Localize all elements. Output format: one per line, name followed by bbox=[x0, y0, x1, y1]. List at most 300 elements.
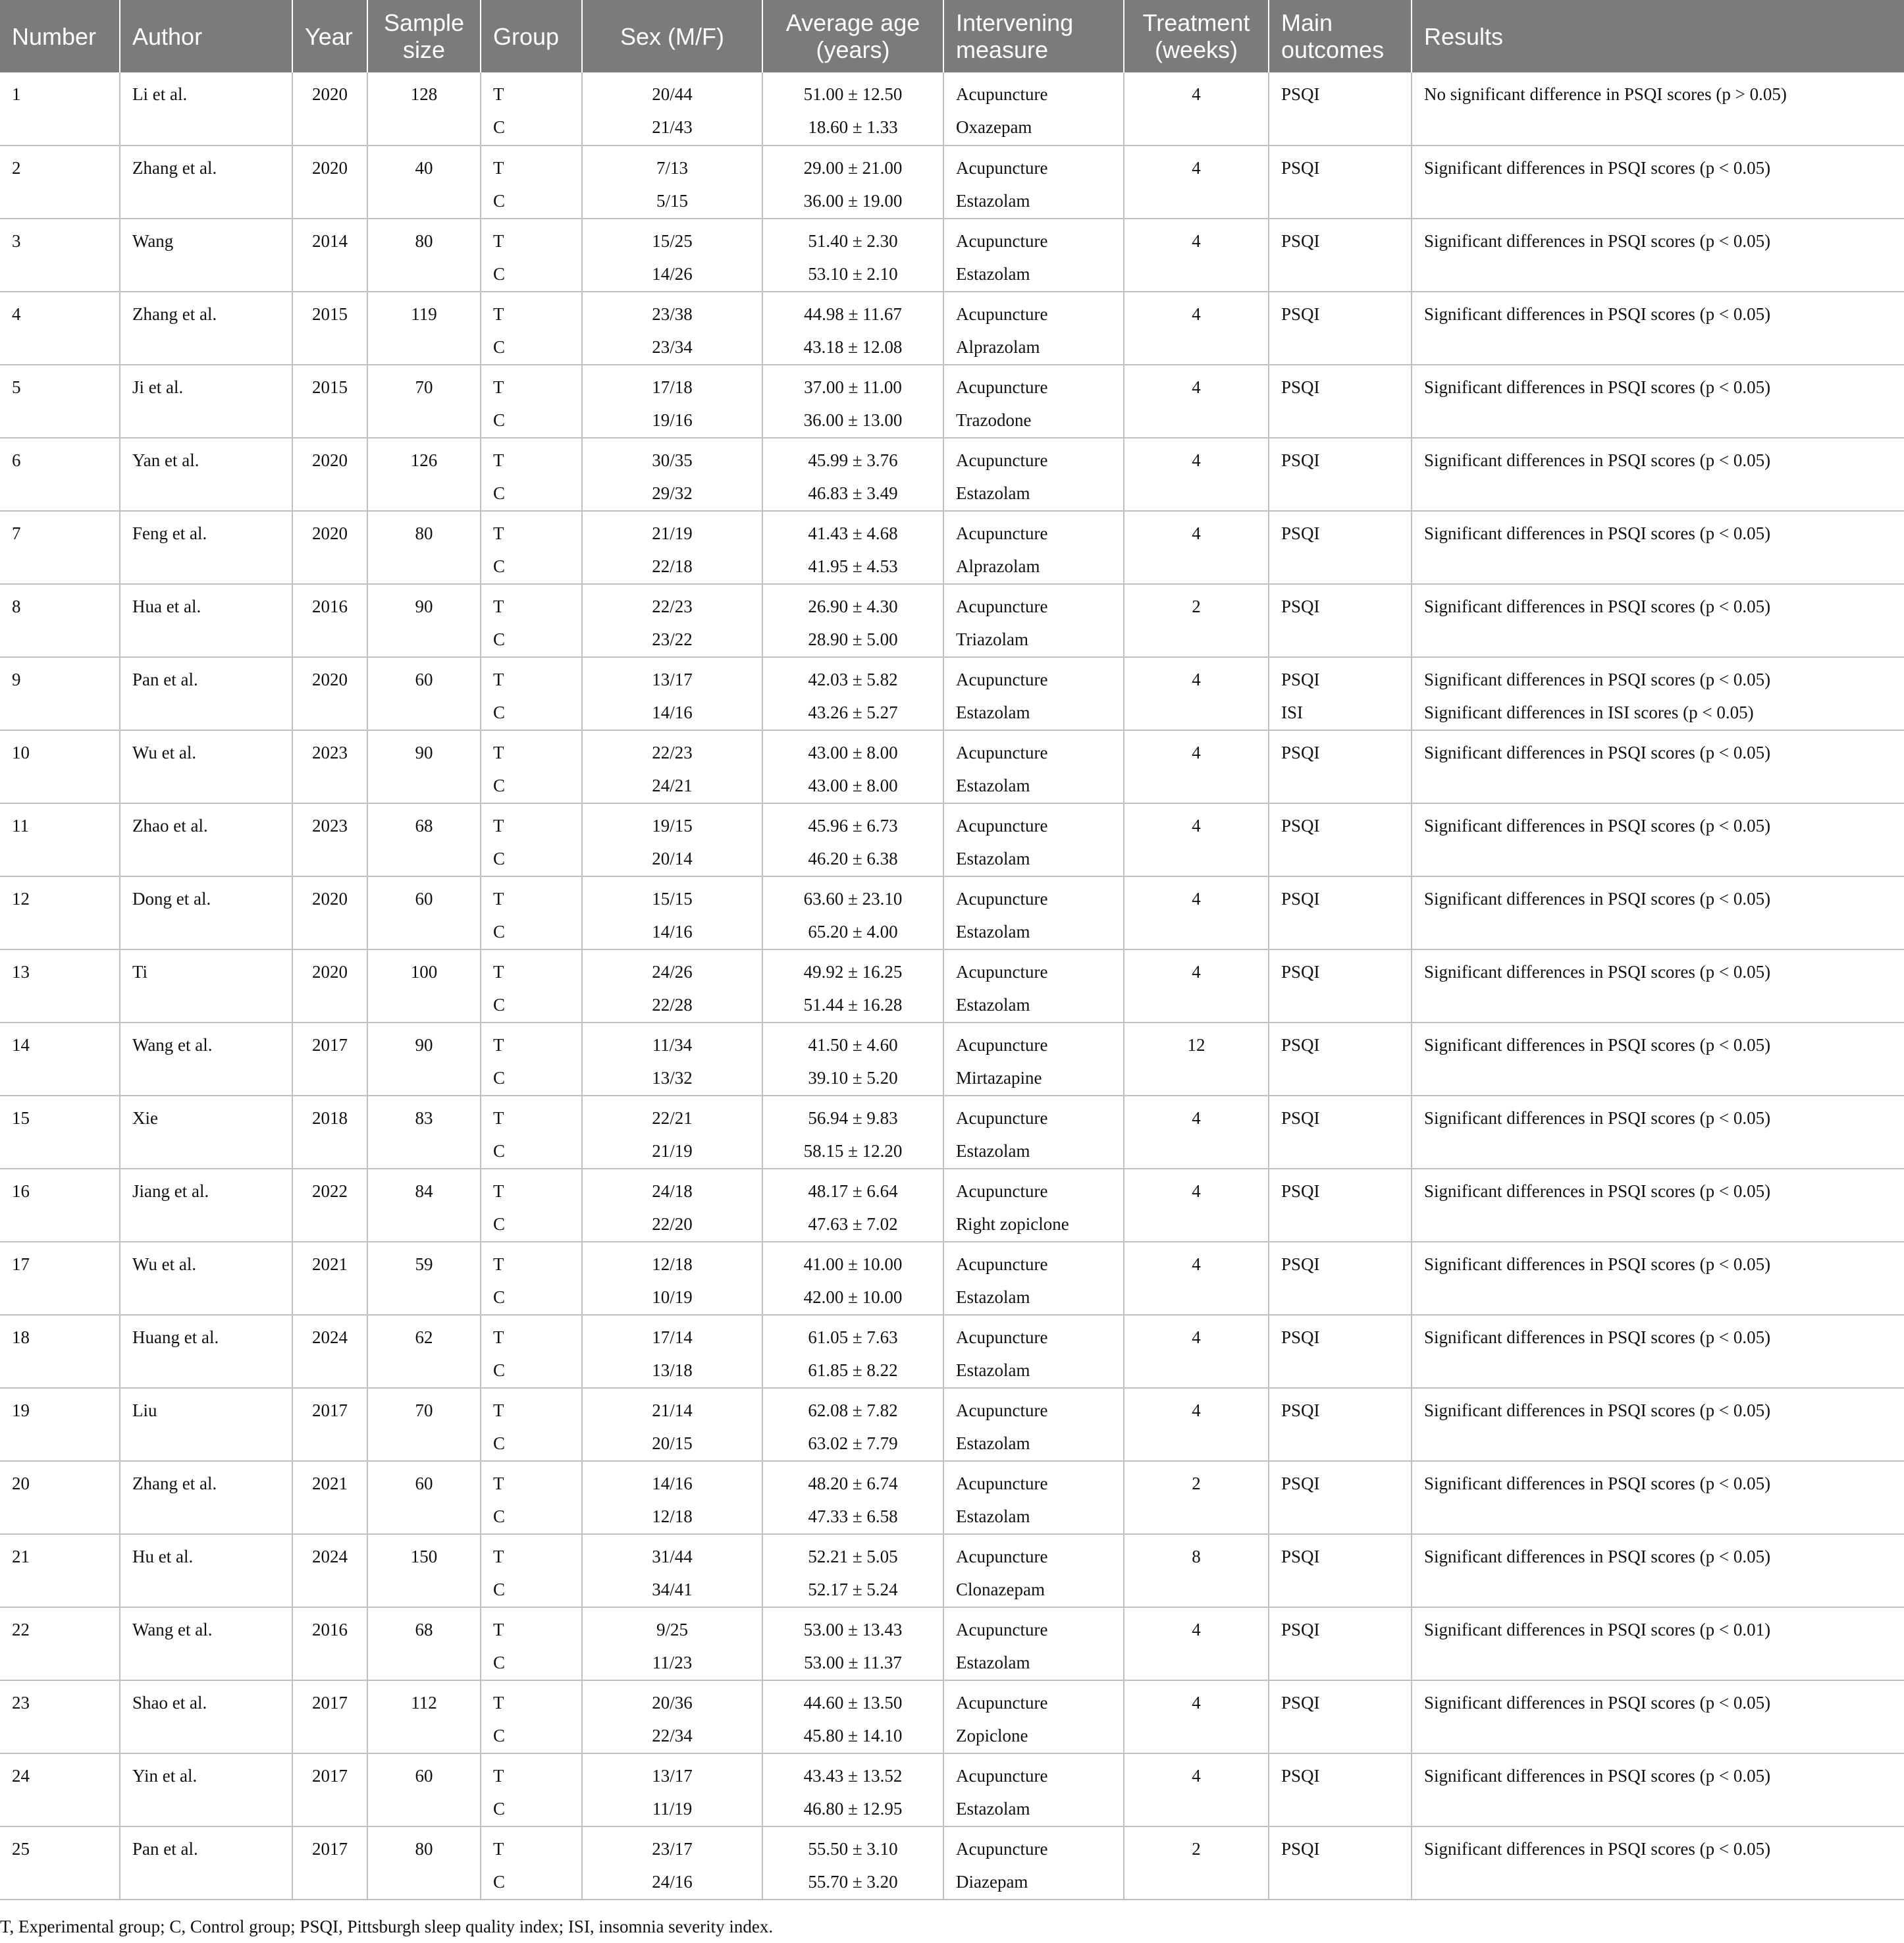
cell-sex bbox=[582, 219, 762, 292]
group-label: T bbox=[493, 962, 504, 982]
cell-treatment-weeks: 4 bbox=[1124, 1096, 1269, 1169]
cell-number: 2 bbox=[0, 146, 120, 219]
sex-ratio: 22/18 bbox=[652, 556, 693, 576]
cell-average-age bbox=[762, 1826, 943, 1900]
cell-main-outcomes bbox=[1269, 1096, 1412, 1169]
group-label: C bbox=[493, 191, 506, 211]
group-label: T bbox=[493, 816, 504, 836]
measure-label: Acupuncture bbox=[956, 1766, 1048, 1786]
cell-year: 2020 bbox=[292, 876, 367, 949]
group-label: T bbox=[493, 523, 504, 543]
measure-label: Estazolam bbox=[956, 703, 1030, 722]
sex-ratio: 19/15 bbox=[652, 816, 693, 836]
cell-author: Wang bbox=[120, 219, 292, 292]
outcome-label: PSQI bbox=[1281, 1327, 1320, 1347]
sex-ratio: 14/16 bbox=[652, 1474, 693, 1493]
cell-treatment-weeks: 4 bbox=[1124, 1680, 1269, 1753]
table-row bbox=[0, 219, 1904, 292]
cell-group bbox=[481, 1753, 582, 1826]
sex-ratio: 23/38 bbox=[652, 304, 693, 324]
cell-number: 11 bbox=[0, 803, 120, 876]
measure-label: Acupuncture bbox=[956, 84, 1048, 104]
cell-author: Yan et al. bbox=[120, 438, 292, 511]
cell-sample-size: 62 bbox=[367, 1315, 481, 1388]
cell-author: Feng et al. bbox=[120, 511, 292, 584]
cell-results bbox=[1412, 730, 1904, 803]
sex-ratio: 13/17 bbox=[652, 670, 693, 689]
measure-label: Acupuncture bbox=[956, 1108, 1048, 1128]
outcome-label: PSQI bbox=[1281, 84, 1320, 104]
cell-number: 17 bbox=[0, 1242, 120, 1315]
cell-sex bbox=[582, 584, 762, 657]
cell-group bbox=[481, 1534, 582, 1607]
age-value: 28.90 ± 5.00 bbox=[808, 629, 898, 649]
cell-average-age bbox=[762, 1315, 943, 1388]
cell-average-age bbox=[762, 365, 943, 438]
cell-year: 2020 bbox=[292, 438, 367, 511]
measure-label: Acupuncture bbox=[956, 962, 1048, 982]
cell-group bbox=[481, 876, 582, 949]
group-label: T bbox=[493, 1547, 504, 1566]
sex-ratio: 11/34 bbox=[652, 1035, 693, 1055]
cell-sample-size: 112 bbox=[367, 1680, 481, 1753]
cell-sample-size: 100 bbox=[367, 949, 481, 1023]
result-text: Significant differences in PSQI scores (p < 0.05) bbox=[1424, 1181, 1771, 1201]
age-value: 18.60 ± 1.33 bbox=[808, 117, 898, 137]
cell-group bbox=[481, 1096, 582, 1169]
cell-treatment-weeks: 4 bbox=[1124, 1315, 1269, 1388]
cell-average-age bbox=[762, 292, 943, 365]
cell-group bbox=[481, 584, 582, 657]
cell-year: 2023 bbox=[292, 803, 367, 876]
cell-results bbox=[1412, 1826, 1904, 1900]
header-sex: Sex (M/F) bbox=[582, 0, 762, 72]
sex-ratio: 21/19 bbox=[652, 523, 693, 543]
cell-sample-size: 60 bbox=[367, 1461, 481, 1534]
measure-label: Estazolam bbox=[956, 849, 1030, 868]
group-label: C bbox=[493, 776, 506, 795]
sex-ratio: 22/28 bbox=[652, 995, 693, 1015]
sex-ratio: 29/32 bbox=[652, 483, 693, 503]
cell-main-outcomes bbox=[1269, 803, 1412, 876]
group-label: C bbox=[493, 1580, 506, 1599]
cell-intervening-measure bbox=[943, 511, 1124, 584]
cell-intervening-measure bbox=[943, 657, 1124, 730]
cell-results bbox=[1412, 1388, 1904, 1461]
cell-main-outcomes bbox=[1269, 949, 1412, 1023]
outcome-label: PSQI bbox=[1281, 670, 1320, 689]
age-value: 47.33 ± 6.58 bbox=[808, 1506, 898, 1526]
group-label: C bbox=[493, 1726, 506, 1745]
cell-results bbox=[1412, 1534, 1904, 1607]
cell-sample-size: 68 bbox=[367, 1607, 481, 1680]
cell-results bbox=[1412, 1315, 1904, 1388]
group-label: T bbox=[493, 1108, 504, 1128]
table-row bbox=[0, 511, 1904, 584]
cell-main-outcomes bbox=[1269, 657, 1412, 730]
cell-main-outcomes bbox=[1269, 511, 1412, 584]
sex-ratio: 7/13 bbox=[656, 158, 688, 178]
sex-ratio: 34/41 bbox=[652, 1580, 693, 1599]
cell-average-age bbox=[762, 1169, 943, 1242]
sex-ratio: 15/25 bbox=[652, 231, 693, 251]
result-text: Significant differences in PSQI scores (p < 0.05) bbox=[1424, 962, 1771, 982]
cell-average-age bbox=[762, 803, 943, 876]
cell-treatment-weeks: 4 bbox=[1124, 1753, 1269, 1826]
group-label: T bbox=[493, 304, 504, 324]
cell-intervening-measure bbox=[943, 292, 1124, 365]
cell-author: Zhang et al. bbox=[120, 146, 292, 219]
cell-average-age bbox=[762, 949, 943, 1023]
measure-label: Acupuncture bbox=[956, 304, 1048, 324]
measure-label: Estazolam bbox=[956, 922, 1030, 942]
outcome-label: PSQI bbox=[1281, 304, 1320, 324]
cell-number: 13 bbox=[0, 949, 120, 1023]
table-body bbox=[0, 72, 1904, 1900]
outcome-label: PSQI bbox=[1281, 1035, 1320, 1055]
cell-intervening-measure bbox=[943, 1826, 1124, 1900]
cell-sex bbox=[582, 365, 762, 438]
cell-group bbox=[481, 365, 582, 438]
group-label: C bbox=[493, 1214, 506, 1234]
cell-sample-size: 80 bbox=[367, 1826, 481, 1900]
group-label: C bbox=[493, 337, 506, 357]
header-sample-size: Sample size bbox=[367, 0, 481, 72]
cell-year: 2024 bbox=[292, 1534, 367, 1607]
cell-average-age bbox=[762, 511, 943, 584]
cell-main-outcomes bbox=[1269, 1607, 1412, 1680]
result-text: Significant differences in PSQI scores (p < 0.05) bbox=[1424, 1766, 1771, 1786]
age-value: 63.60 ± 23.10 bbox=[803, 889, 903, 909]
cell-group bbox=[481, 1315, 582, 1388]
cell-main-outcomes bbox=[1269, 1753, 1412, 1826]
cell-author: Wang et al. bbox=[120, 1607, 292, 1680]
cell-author: Zhao et al. bbox=[120, 803, 292, 876]
cell-number: 1 bbox=[0, 72, 120, 146]
result-text: Significant differences in PSQI scores (p < 0.05) bbox=[1424, 1693, 1771, 1713]
outcome-label: PSQI bbox=[1281, 962, 1320, 982]
measure-label: Estazolam bbox=[956, 264, 1030, 284]
cell-treatment-weeks: 2 bbox=[1124, 1461, 1269, 1534]
outcome-label: PSQI bbox=[1281, 889, 1320, 909]
sex-ratio: 22/34 bbox=[652, 1726, 693, 1745]
cell-main-outcomes bbox=[1269, 219, 1412, 292]
cell-intervening-measure bbox=[943, 1388, 1124, 1461]
cell-sample-size: 60 bbox=[367, 876, 481, 949]
measure-label: Acupuncture bbox=[956, 377, 1048, 397]
group-label: C bbox=[493, 1287, 506, 1307]
cell-intervening-measure bbox=[943, 730, 1124, 803]
age-value: 58.15 ± 12.20 bbox=[803, 1141, 903, 1161]
outcome-label: PSQI bbox=[1281, 158, 1320, 178]
measure-label: Right zopiclone bbox=[956, 1214, 1069, 1234]
age-value: 55.50 ± 3.10 bbox=[808, 1839, 898, 1859]
cell-average-age bbox=[762, 1534, 943, 1607]
group-label: C bbox=[493, 410, 506, 430]
sex-ratio: 23/22 bbox=[652, 629, 693, 649]
result-text: Significant differences in PSQI scores (p < 0.05) bbox=[1424, 743, 1771, 762]
age-value: 37.00 ± 11.00 bbox=[804, 377, 902, 397]
measure-label: Estazolam bbox=[956, 1799, 1030, 1819]
cell-average-age bbox=[762, 219, 943, 292]
cell-average-age bbox=[762, 1680, 943, 1753]
result-text: Significant differences in PSQI scores (p < 0.05) bbox=[1424, 816, 1771, 836]
table-row bbox=[0, 876, 1904, 949]
age-value: 43.00 ± 8.00 bbox=[808, 776, 898, 795]
cell-main-outcomes bbox=[1269, 365, 1412, 438]
cell-treatment-weeks: 4 bbox=[1124, 1169, 1269, 1242]
measure-label: Alprazolam bbox=[956, 337, 1040, 357]
age-value: 44.60 ± 13.50 bbox=[803, 1693, 903, 1713]
cell-intervening-measure bbox=[943, 1315, 1124, 1388]
sex-ratio: 14/16 bbox=[652, 703, 693, 722]
cell-sample-size: 119 bbox=[367, 292, 481, 365]
table-row bbox=[0, 1388, 1904, 1461]
age-value: 56.94 ± 9.83 bbox=[808, 1108, 898, 1128]
cell-sex bbox=[582, 949, 762, 1023]
cell-group bbox=[481, 1388, 582, 1461]
sex-ratio: 30/35 bbox=[652, 450, 693, 470]
age-value: 41.50 ± 4.60 bbox=[808, 1035, 898, 1055]
table-row bbox=[0, 292, 1904, 365]
cell-results bbox=[1412, 584, 1904, 657]
cell-treatment-weeks: 4 bbox=[1124, 1242, 1269, 1315]
table-row bbox=[0, 1753, 1904, 1826]
age-value: 36.00 ± 13.00 bbox=[803, 410, 903, 430]
cell-treatment-weeks: 2 bbox=[1124, 584, 1269, 657]
measure-label: Estazolam bbox=[956, 995, 1030, 1015]
cell-sample-size: 128 bbox=[367, 72, 481, 146]
measure-label: Acupuncture bbox=[956, 816, 1048, 836]
cell-number: 14 bbox=[0, 1023, 120, 1096]
age-value: 45.80 ± 14.10 bbox=[803, 1726, 903, 1745]
group-label: C bbox=[493, 849, 506, 868]
cell-intervening-measure bbox=[943, 438, 1124, 511]
cell-sex bbox=[582, 1023, 762, 1096]
age-value: 43.00 ± 8.00 bbox=[808, 743, 898, 762]
table-row bbox=[0, 657, 1904, 730]
cell-sample-size: 70 bbox=[367, 365, 481, 438]
header-author: Author bbox=[120, 0, 292, 72]
age-value: 45.99 ± 3.76 bbox=[808, 450, 898, 470]
measure-label: Mirtazapine bbox=[956, 1068, 1042, 1088]
cell-number: 24 bbox=[0, 1753, 120, 1826]
header-group: Group bbox=[481, 0, 582, 72]
cell-author: Wang et al. bbox=[120, 1023, 292, 1096]
cell-sample-size: 90 bbox=[367, 584, 481, 657]
cell-average-age bbox=[762, 1096, 943, 1169]
table-row bbox=[0, 584, 1904, 657]
age-value: 51.40 ± 2.30 bbox=[808, 231, 898, 251]
age-value: 41.00 ± 10.00 bbox=[803, 1254, 903, 1274]
cell-sex bbox=[582, 1680, 762, 1753]
result-text: Significant differences in PSQI scores (p < 0.05) bbox=[1424, 523, 1771, 543]
outcome-label: PSQI bbox=[1281, 1254, 1320, 1274]
cell-intervening-measure bbox=[943, 1753, 1124, 1826]
age-value: 36.00 ± 19.00 bbox=[803, 191, 903, 211]
cell-number: 16 bbox=[0, 1169, 120, 1242]
cell-year: 2017 bbox=[292, 1023, 367, 1096]
header-results: Results bbox=[1412, 0, 1904, 72]
cell-main-outcomes bbox=[1269, 438, 1412, 511]
table-row bbox=[0, 72, 1904, 146]
cell-treatment-weeks: 4 bbox=[1124, 1607, 1269, 1680]
cell-results bbox=[1412, 72, 1904, 146]
cell-average-age bbox=[762, 730, 943, 803]
measure-label: Acupuncture bbox=[956, 1181, 1048, 1201]
cell-results bbox=[1412, 1096, 1904, 1169]
cell-group bbox=[481, 219, 582, 292]
cell-year: 2016 bbox=[292, 584, 367, 657]
result-text: Significant differences in PSQI scores (p < 0.05) bbox=[1424, 1400, 1771, 1420]
group-label: T bbox=[493, 1327, 504, 1347]
measure-label: Estazolam bbox=[956, 1141, 1030, 1161]
cell-intervening-measure bbox=[943, 146, 1124, 219]
sex-ratio: 21/14 bbox=[652, 1400, 693, 1420]
cell-year: 2015 bbox=[292, 292, 367, 365]
group-label: C bbox=[493, 629, 506, 649]
outcome-label: PSQI bbox=[1281, 1547, 1320, 1566]
group-label: T bbox=[493, 1839, 504, 1859]
group-label: T bbox=[493, 597, 504, 616]
cell-sex bbox=[582, 1753, 762, 1826]
outcome-label: PSQI bbox=[1281, 450, 1320, 470]
sex-ratio: 31/44 bbox=[652, 1547, 693, 1566]
cell-author: Zhang et al. bbox=[120, 1461, 292, 1534]
outcome-label: PSQI bbox=[1281, 743, 1320, 762]
cell-treatment-weeks: 4 bbox=[1124, 803, 1269, 876]
result-text: Significant differences in PSQI scores (p < 0.05) bbox=[1424, 889, 1771, 909]
cell-main-outcomes bbox=[1269, 146, 1412, 219]
measure-label: Estazolam bbox=[956, 1653, 1030, 1672]
group-label: T bbox=[493, 670, 504, 689]
outcome-label: PSQI bbox=[1281, 1693, 1320, 1713]
header-treatment-weeks: Treatment (weeks) bbox=[1124, 0, 1269, 72]
result-text: Significant differences in PSQI scores (p < 0.05) bbox=[1424, 450, 1771, 470]
measure-label: Acupuncture bbox=[956, 1035, 1048, 1055]
measure-label: Diazepam bbox=[956, 1872, 1028, 1892]
cell-author: Pan et al. bbox=[120, 657, 292, 730]
cell-main-outcomes bbox=[1269, 1023, 1412, 1096]
cell-number: 9 bbox=[0, 657, 120, 730]
cell-results bbox=[1412, 1169, 1904, 1242]
cell-sample-size: 68 bbox=[367, 803, 481, 876]
cell-year: 2020 bbox=[292, 657, 367, 730]
measure-label: Acupuncture bbox=[956, 1547, 1048, 1566]
outcome-label: PSQI bbox=[1281, 1181, 1320, 1201]
cell-results bbox=[1412, 1461, 1904, 1534]
cell-average-age bbox=[762, 438, 943, 511]
cell-treatment-weeks: 4 bbox=[1124, 511, 1269, 584]
cell-average-age bbox=[762, 1607, 943, 1680]
cell-number: 15 bbox=[0, 1096, 120, 1169]
age-value: 46.80 ± 12.95 bbox=[803, 1799, 903, 1819]
age-value: 52.21 ± 5.05 bbox=[808, 1547, 898, 1566]
cell-author: Pan et al. bbox=[120, 1826, 292, 1900]
cell-treatment-weeks: 2 bbox=[1124, 1826, 1269, 1900]
table-row bbox=[0, 803, 1904, 876]
cell-sex bbox=[582, 292, 762, 365]
cell-intervening-measure bbox=[943, 1242, 1124, 1315]
cell-results bbox=[1412, 1753, 1904, 1826]
result-text: Significant differences in PSQI scores (p < 0.05) bbox=[1424, 158, 1771, 178]
age-value: 61.85 ± 8.22 bbox=[808, 1360, 898, 1380]
cell-number: 21 bbox=[0, 1534, 120, 1607]
cell-sex bbox=[582, 438, 762, 511]
cell-average-age bbox=[762, 1242, 943, 1315]
cell-sex bbox=[582, 1096, 762, 1169]
cell-sex bbox=[582, 1534, 762, 1607]
group-label: C bbox=[493, 1653, 506, 1672]
cell-year: 2017 bbox=[292, 1680, 367, 1753]
age-value: 53.10 ± 2.10 bbox=[808, 264, 898, 284]
group-label: T bbox=[493, 1400, 504, 1420]
group-label: T bbox=[493, 377, 504, 397]
cell-author: Liu bbox=[120, 1388, 292, 1461]
cell-author: Xie bbox=[120, 1096, 292, 1169]
group-label: T bbox=[493, 1181, 504, 1201]
table-row bbox=[0, 438, 1904, 511]
cell-number: 25 bbox=[0, 1826, 120, 1900]
cell-year: 2017 bbox=[292, 1826, 367, 1900]
cell-year: 2014 bbox=[292, 219, 367, 292]
age-value: 42.00 ± 10.00 bbox=[803, 1287, 903, 1307]
measure-label: Acupuncture bbox=[956, 158, 1048, 178]
table-row bbox=[0, 1023, 1904, 1096]
group-label: T bbox=[493, 1693, 504, 1713]
cell-main-outcomes bbox=[1269, 1534, 1412, 1607]
measure-label: Acupuncture bbox=[956, 1620, 1048, 1639]
age-value: 29.00 ± 21.00 bbox=[803, 158, 903, 178]
age-value: 42.03 ± 5.82 bbox=[808, 670, 898, 689]
group-label: C bbox=[493, 1506, 506, 1526]
age-value: 43.43 ± 13.52 bbox=[803, 1766, 903, 1786]
cell-intervening-measure bbox=[943, 803, 1124, 876]
cell-treatment-weeks: 4 bbox=[1124, 292, 1269, 365]
measure-label: Clonazepam bbox=[956, 1580, 1045, 1599]
cell-year: 2020 bbox=[292, 146, 367, 219]
measure-label: Estazolam bbox=[956, 1506, 1030, 1526]
cell-author: Li et al. bbox=[120, 72, 292, 146]
cell-sex bbox=[582, 72, 762, 146]
cell-intervening-measure bbox=[943, 584, 1124, 657]
table-row bbox=[0, 1680, 1904, 1753]
cell-sex bbox=[582, 1315, 762, 1388]
cell-sex bbox=[582, 657, 762, 730]
age-value: 52.17 ± 5.24 bbox=[808, 1580, 898, 1599]
cell-group bbox=[481, 803, 582, 876]
age-value: 39.10 ± 5.20 bbox=[808, 1068, 898, 1088]
outcome-label: PSQI bbox=[1281, 231, 1320, 251]
table-row bbox=[0, 365, 1904, 438]
age-value: 43.18 ± 12.08 bbox=[803, 337, 903, 357]
measure-label: Acupuncture bbox=[956, 889, 1048, 909]
cell-average-age bbox=[762, 876, 943, 949]
cell-treatment-weeks: 4 bbox=[1124, 1388, 1269, 1461]
table-footnote: T, Experimental group; C, Control group; PSQI, Pittsburgh sleep quality index; ISI, insomnia severity index. bbox=[0, 1917, 774, 1936]
sex-ratio: 14/16 bbox=[652, 922, 693, 942]
measure-label: Acupuncture bbox=[956, 231, 1048, 251]
result-text: Significant differences in PSQI scores (p < 0.05) bbox=[1424, 231, 1771, 251]
cell-treatment-weeks: 4 bbox=[1124, 657, 1269, 730]
cell-sex bbox=[582, 803, 762, 876]
cell-number: 12 bbox=[0, 876, 120, 949]
age-value: 55.70 ± 3.20 bbox=[808, 1872, 898, 1892]
cell-group bbox=[481, 292, 582, 365]
age-value: 45.96 ± 6.73 bbox=[808, 816, 898, 836]
cell-sex bbox=[582, 146, 762, 219]
outcome-label: PSQI bbox=[1281, 1108, 1320, 1128]
